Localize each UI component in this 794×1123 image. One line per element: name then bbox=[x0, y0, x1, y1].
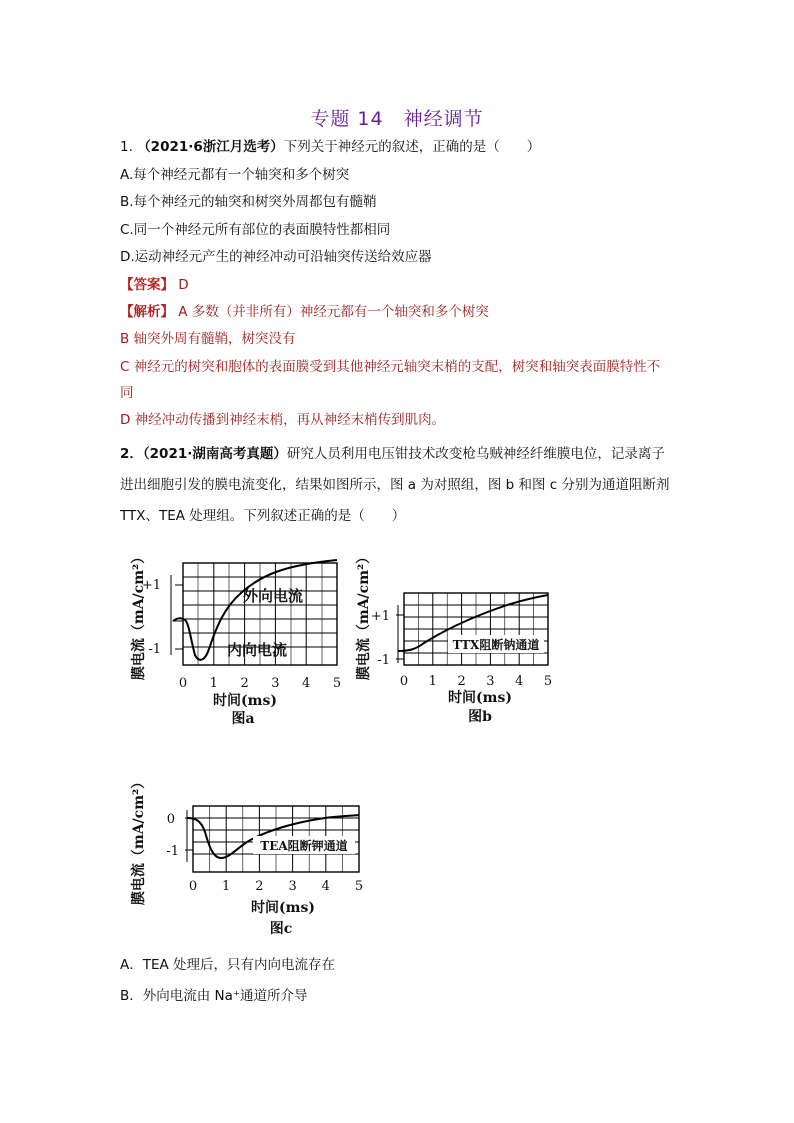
analysis-text-c: C 神经元的树突和胞体的表面膜受到其他神经元轴突末梢的支配，树突和轴突表面膜特性不 bbox=[120, 359, 661, 375]
q2-option-a: A．TEA 处理后，只有内向电流存在 bbox=[120, 957, 336, 973]
fig-b-xtick: 3 bbox=[486, 674, 495, 689]
fig-a-xtick: 0 bbox=[178, 676, 188, 691]
fig-c-xtick: 2 bbox=[255, 879, 264, 894]
fig-c-xlabel: 时间(ms) bbox=[251, 900, 315, 916]
fig-c-xtick: 1 bbox=[222, 879, 231, 894]
fig-b-ttx-label: TTX阻断钠通道 bbox=[452, 638, 540, 652]
fig-a-xtick: 5 bbox=[332, 676, 342, 691]
fig-b-xtick: 5 bbox=[543, 674, 553, 689]
fig-c-ytick-minus1: -1 bbox=[166, 844, 179, 859]
q1-stem-line bbox=[120, 138, 540, 156]
fig-a-ylabel: 膜电流（mA/cm²） bbox=[131, 549, 147, 681]
answer-value: D bbox=[178, 277, 189, 293]
figure-b bbox=[350, 549, 560, 730]
fig-c-caption: 图c bbox=[269, 921, 293, 937]
q1-option-d: D.运动神经元产生的神经冲动可沿轴突传送给效应器 bbox=[120, 249, 432, 265]
fig-c-ylabel: 膜电流（mA/cm²） bbox=[131, 774, 147, 906]
q2-stem-1: 研究人员利用电压钳技术改变枪乌贼神经纤维膜电位，记录离子 bbox=[286, 446, 665, 462]
fig-c-xtick: 0 bbox=[188, 879, 198, 894]
q2-stem-line-3: TTX、TEA 处理组。下列叙述正确的是（ ） bbox=[120, 508, 406, 524]
fig-b-xtick: 1 bbox=[428, 674, 437, 689]
answer-tag: 【答案】 bbox=[120, 277, 174, 293]
analysis-text-d: D 神经冲动传播到神经末梢，再从神经末梢传到肌肉。 bbox=[120, 412, 446, 428]
q1-stem: 下列关于神经元的叙述，正确的是（ ） bbox=[283, 139, 541, 155]
analysis-text-a: A 多数（并非所有）神经元都有一个轴突和多个树突 bbox=[178, 304, 489, 320]
q1-answer-line bbox=[120, 276, 189, 294]
fig-a-ytick-plus1: +1 bbox=[141, 578, 161, 593]
fig-b-xtick: 2 bbox=[457, 674, 466, 689]
analysis-tag: 【解析】 bbox=[120, 304, 174, 320]
analysis-text-b: B 轴突外周有髓鞘，树突没有 bbox=[120, 331, 296, 347]
fig-a-inward-label: 内向电流 bbox=[227, 641, 288, 659]
fig-c-xtick: 3 bbox=[288, 879, 297, 894]
analysis-text-c-cont: 同 bbox=[120, 385, 134, 401]
fig-a-ytick-minus1: -1 bbox=[148, 642, 161, 657]
q2-source: （2021·湖南高考真题） bbox=[142, 446, 287, 462]
figure-a bbox=[125, 545, 355, 735]
fig-a-xtick: 3 bbox=[271, 676, 280, 691]
q1-source: （2021·6浙江月选考） bbox=[137, 139, 284, 155]
fig-b-xtick: 4 bbox=[515, 674, 524, 689]
fig-c-ytick-zero: 0 bbox=[166, 812, 175, 827]
page-title: 专题 14 神经调节 bbox=[310, 108, 484, 130]
fig-b-ytick-minus1: -1 bbox=[377, 653, 390, 668]
figure-c bbox=[125, 770, 375, 940]
fig-a-xtick: 1 bbox=[209, 676, 218, 691]
q1-analysis-line bbox=[120, 303, 489, 321]
fig-a-outward-label: 外向电流 bbox=[243, 587, 304, 605]
fig-b-caption: 图b bbox=[468, 709, 492, 725]
fig-b-xtick: 0 bbox=[399, 674, 409, 689]
fig-a-xtick: 4 bbox=[302, 676, 311, 691]
fig-a-xlabel: 时间(ms) bbox=[213, 693, 277, 709]
q1-option-b: B.每个神经元的轴突和树突外周都包有髓鞘 bbox=[120, 194, 377, 210]
fig-a-xtick: 2 bbox=[240, 676, 249, 691]
q2-stem-line-2: 进出细胞引发的膜电流变化，结果如图所示，图 a 为对照组，图 b 和图 c 分别为通道阻断剂 bbox=[120, 477, 670, 493]
fig-c-tea-label: TEA阻断钾通道 bbox=[260, 839, 348, 853]
fig-b-xlabel: 时间(ms) bbox=[448, 690, 512, 706]
fig-a-caption: 图a bbox=[231, 711, 255, 727]
q2-stem-line-1 bbox=[120, 445, 665, 463]
q2-option-b: B．外向电流由 Na⁺通道所介导 bbox=[120, 988, 308, 1004]
q1-number: 1. bbox=[120, 139, 133, 155]
fig-c-xtick: 5 bbox=[354, 879, 364, 894]
q1-option-a: A.每个神经元都有一个轴突和多个树突 bbox=[120, 167, 350, 183]
fig-b-ytick-plus1: +1 bbox=[370, 609, 390, 624]
q2-number: 2． bbox=[120, 446, 143, 462]
q1-option-c: C.同一个神经元所有部位的表面膜特性都相同 bbox=[120, 222, 391, 238]
fig-b-ylabel: 膜电流（mA/cm²） bbox=[356, 549, 372, 681]
fig-c-xtick: 4 bbox=[321, 879, 330, 894]
